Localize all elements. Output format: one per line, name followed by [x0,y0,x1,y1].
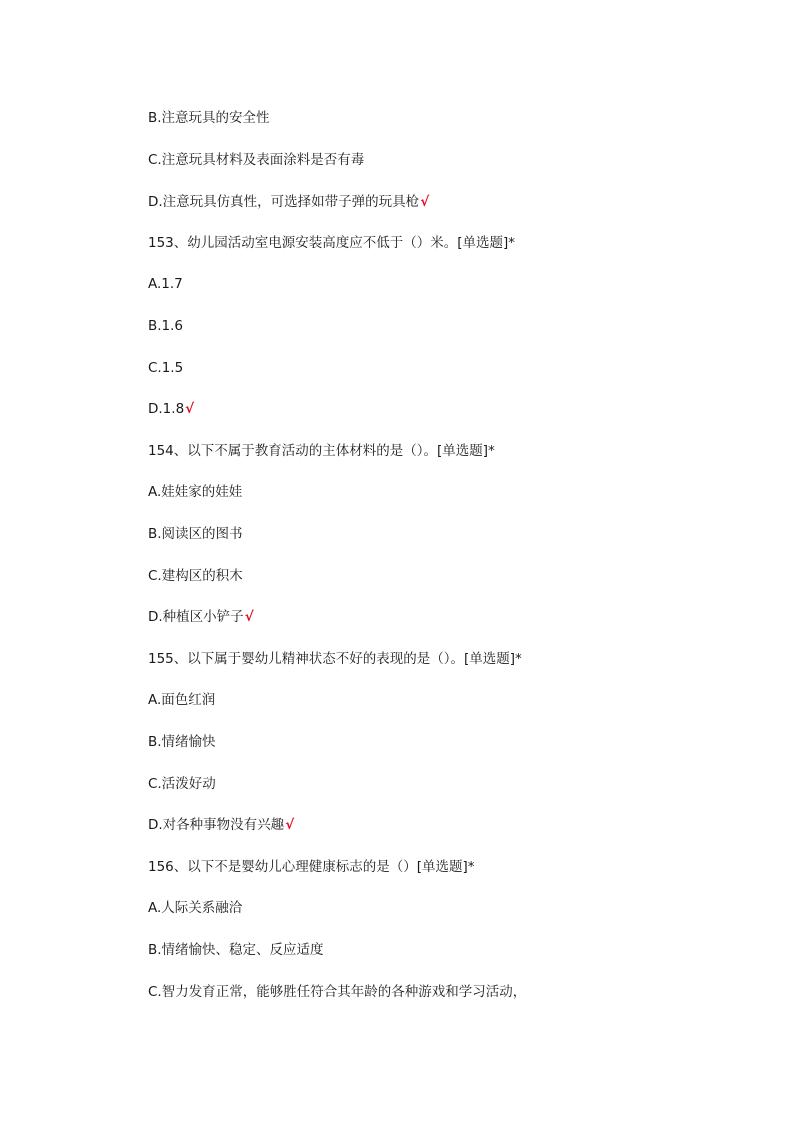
option-c-toy-coating: C.注意玩具材料及表面涂料是否有毒 [148,152,365,168]
option-155-a: A.面色红润 [148,692,216,708]
option-153-d: D.1.8√ [148,401,195,417]
question-153: 153、幼儿园活动室电源安装高度应不低于（）米。[单选题]* [148,235,516,251]
option-155-b: B.情绪愉快 [148,734,216,750]
option-155-c: C.活泼好动 [148,776,216,792]
option-153-b: B.1.6 [148,318,184,334]
correct-answer-check-icon: √ [185,401,195,417]
option-154-b: B.阅读区的图书 [148,526,243,542]
option-156-a: A.人际关系融洽 [148,900,243,916]
option-154-c: C.建构区的积木 [148,568,243,584]
option-153-c: C.1.5 [148,360,184,376]
question-156: 156、以下不是婴幼儿心理健康标志的是（）[单选题]* [148,859,475,875]
question-155: 155、以下属于婴幼儿精神状态不好的表现的是（）。[单选题]* [148,651,522,667]
option-b-toy-safety: B.注意玩具的安全性 [148,110,270,126]
option-156-b: B.情绪愉快、稳定、反应适度 [148,942,324,958]
option-154-d: D.种植区小铲子√ [148,609,254,625]
option-154-a: A.娃娃家的娃娃 [148,484,243,500]
correct-answer-check-icon: √ [244,609,254,625]
correct-answer-check-icon: √ [285,817,295,833]
option-153-a: A.1.7 [148,276,183,292]
option-d-toy-gun: D.注意玩具仿真性，可选择如带子弹的玩具枪√ [148,194,430,210]
option-156-c: C.智力发育正常，能够胜任符合其年龄的各种游戏和学习活动， [148,984,527,1000]
correct-answer-check-icon: √ [420,194,430,210]
question-154: 154、以下不属于教育活动的主体材料的是（）。[单选题]* [148,443,495,459]
option-155-d: D.对各种事物没有兴趣√ [148,817,295,833]
